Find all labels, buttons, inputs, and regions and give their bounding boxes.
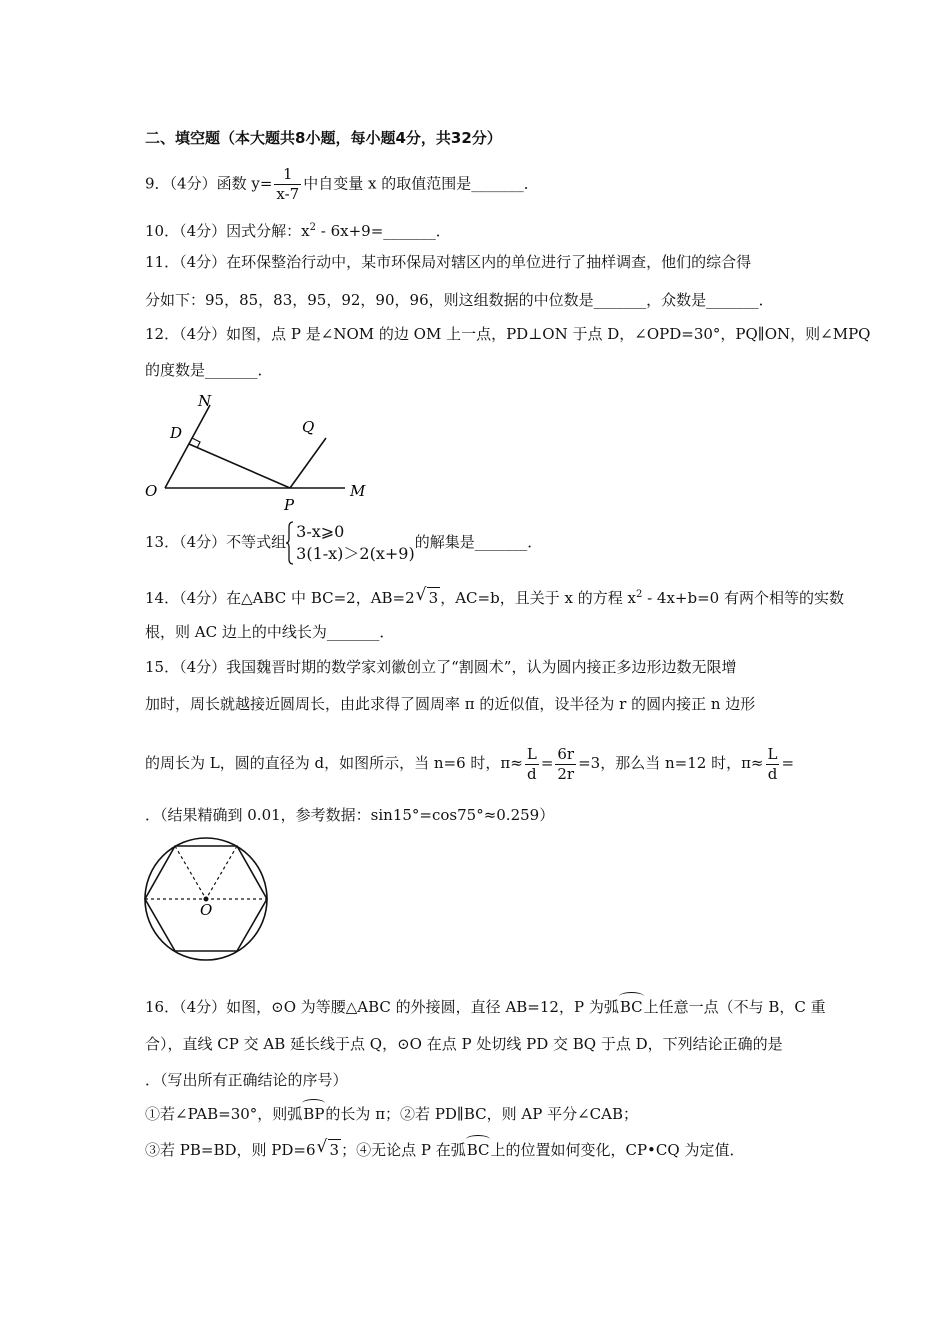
q16-l1-post: 上任意一点（不与 B，C 重 [643,998,826,1016]
q15-frac3 [766,745,780,784]
q14-mid: ，AC=b，且关于 x 的方程 x [440,589,636,607]
question-16-line5 [145,1139,744,1160]
q14-sqrt: √ 3 [427,587,441,608]
question-9 [145,165,539,204]
q15-frac2-den: 2r [557,764,575,783]
q16-l5-mid: ；④无论点 P 在弧 [341,1141,466,1159]
q10-post: - 6x+9=_______． [315,222,451,240]
label-center: O [200,901,213,919]
question-14-line1 [145,585,844,608]
q15-frac3-den: d [767,764,778,783]
q13-post: 的解集是_______． [414,533,543,551]
question-11-line1: 11．（4分）在环保整治行动中，某市环保局对辖区内的单位进行了抽样调查，他们的综合得 [145,253,752,271]
q16-l4-pre: ①若∠PAB=30°，则弧 [145,1105,303,1123]
question-12-line2: 的度数是_______． [145,361,273,379]
q9-fraction [274,165,301,204]
q9-denominator: x-7 [276,185,300,203]
q13-pre: 13．（4分）不等式组 [145,533,287,551]
label-p: P [284,496,295,514]
q16-l4-post: 的长为 π；②若 PD∥BC，则 AP 平分∠CAB； [325,1105,639,1123]
line-on [165,405,210,488]
question-12-line1: 12．（4分）如图，点 P 是∠NOM 的边 OM 上一点，PD⊥ON 于点 D，∠OPD=30°，PQ∥ON，则∠MPQ [145,325,871,343]
radius-dashed-right [206,846,237,899]
figure-12 [140,390,380,515]
section-title: 二、填空题（本大题共8小题，每小题4分，共32分） [145,129,502,147]
q14-sup: 2 [635,589,643,600]
question-15-line3 [145,742,794,784]
q15-line3-end: = [781,754,795,772]
label-d: D [170,424,183,442]
question-14-line2: 根，则 AC 边上的中线长为_______． [145,623,395,641]
q15-eq: = [540,754,554,772]
question-15-line1: 15．（4分）我国魏晋时期的数学家刘徽创立了“割圆术”，认为圆内接正多边形边数无限增 [145,658,737,676]
q16-l1-pre: 16．（4分）如图，⊙O 为等腰△ABC 的外接圆，直径 AB=12，P 为弧 [145,998,619,1016]
question-11-line2: 分如下：95，85，83，95，92，90，96，则这组数据的中位数是_______，众数是_______． [145,291,774,309]
q10-pre: 10．（4分）因式分解：x [145,222,310,240]
q15-frac2 [555,745,576,784]
question-16-line3: ．（写出所有正确结论的序号） [145,1071,348,1089]
q9-pre: 9．（4分）函数 y= [145,174,273,193]
q15-frac1-num: L [526,744,537,763]
q16-sqrt: √ 3 [328,1139,342,1160]
line-pd [189,444,290,488]
figure-15 [140,835,275,965]
arc-bp: BP [303,1105,325,1123]
question-16-line1 [145,997,826,1017]
q16-l5-pre: ③若 PB=BD，则 PD=6 [145,1141,316,1159]
q13-ineq2: 3(1-x)＞2(x+9) [296,544,415,563]
q16-l5-post: 上的位置如何变化，CP•CQ 为定值． [490,1141,745,1159]
q10-sup: 2 [309,222,316,233]
q9-post: 中自变量 x 的取值范围是_______． [303,174,539,193]
q15-line3-mid: =3，那么当 n=12 时，π≈ [578,754,764,772]
q13-system [286,521,415,565]
arc-bc: BC [619,998,643,1016]
question-16-line2: 合），直线 CP 交 AB 延长线于点 Q，⊙O 在点 P 处切线 PD 交 BQ 于点 D，下列结论正确的是 [145,1035,783,1053]
brace-icon [286,521,294,565]
arc-bc-2: BC [466,1141,490,1159]
q15-frac3-num: L [767,744,778,763]
q15-frac2-num: 6r [557,744,575,763]
label-m: M [350,482,366,500]
q13-ineq1: 3-x⩾0 [296,522,345,541]
question-10 [145,218,451,241]
q14-pre: 14．（4分）在△ABC 中 BC=2，AB=2 [145,589,415,607]
question-15-line2: 加时，周长就越接近圆周长，由此求得了圆周率 π 的近似值，设半径为 r 的圆内接正 n 边形 [145,695,756,713]
q15-line3-pre: 的周长为 L，圆的直径为 d，如图所示，当 n=6 时，π≈ [145,754,523,772]
question-15-line4: ．（结果精确到 0.01，参考数据：sin15°=cos75°≈0.259） [145,806,555,824]
q9-numerator: 1 [274,165,301,185]
q14-post: - 4x+b=0 有两个相等的实数 [642,589,844,607]
label-o: O [145,482,158,500]
radius-dashed-left [175,846,206,899]
q15-frac1 [525,745,539,784]
question-16-line4 [145,1104,638,1124]
label-q: Q [302,418,315,436]
question-13 [145,520,542,565]
q15-frac1-den: d [527,764,537,783]
label-n: N [198,392,212,410]
line-pq [290,438,326,488]
